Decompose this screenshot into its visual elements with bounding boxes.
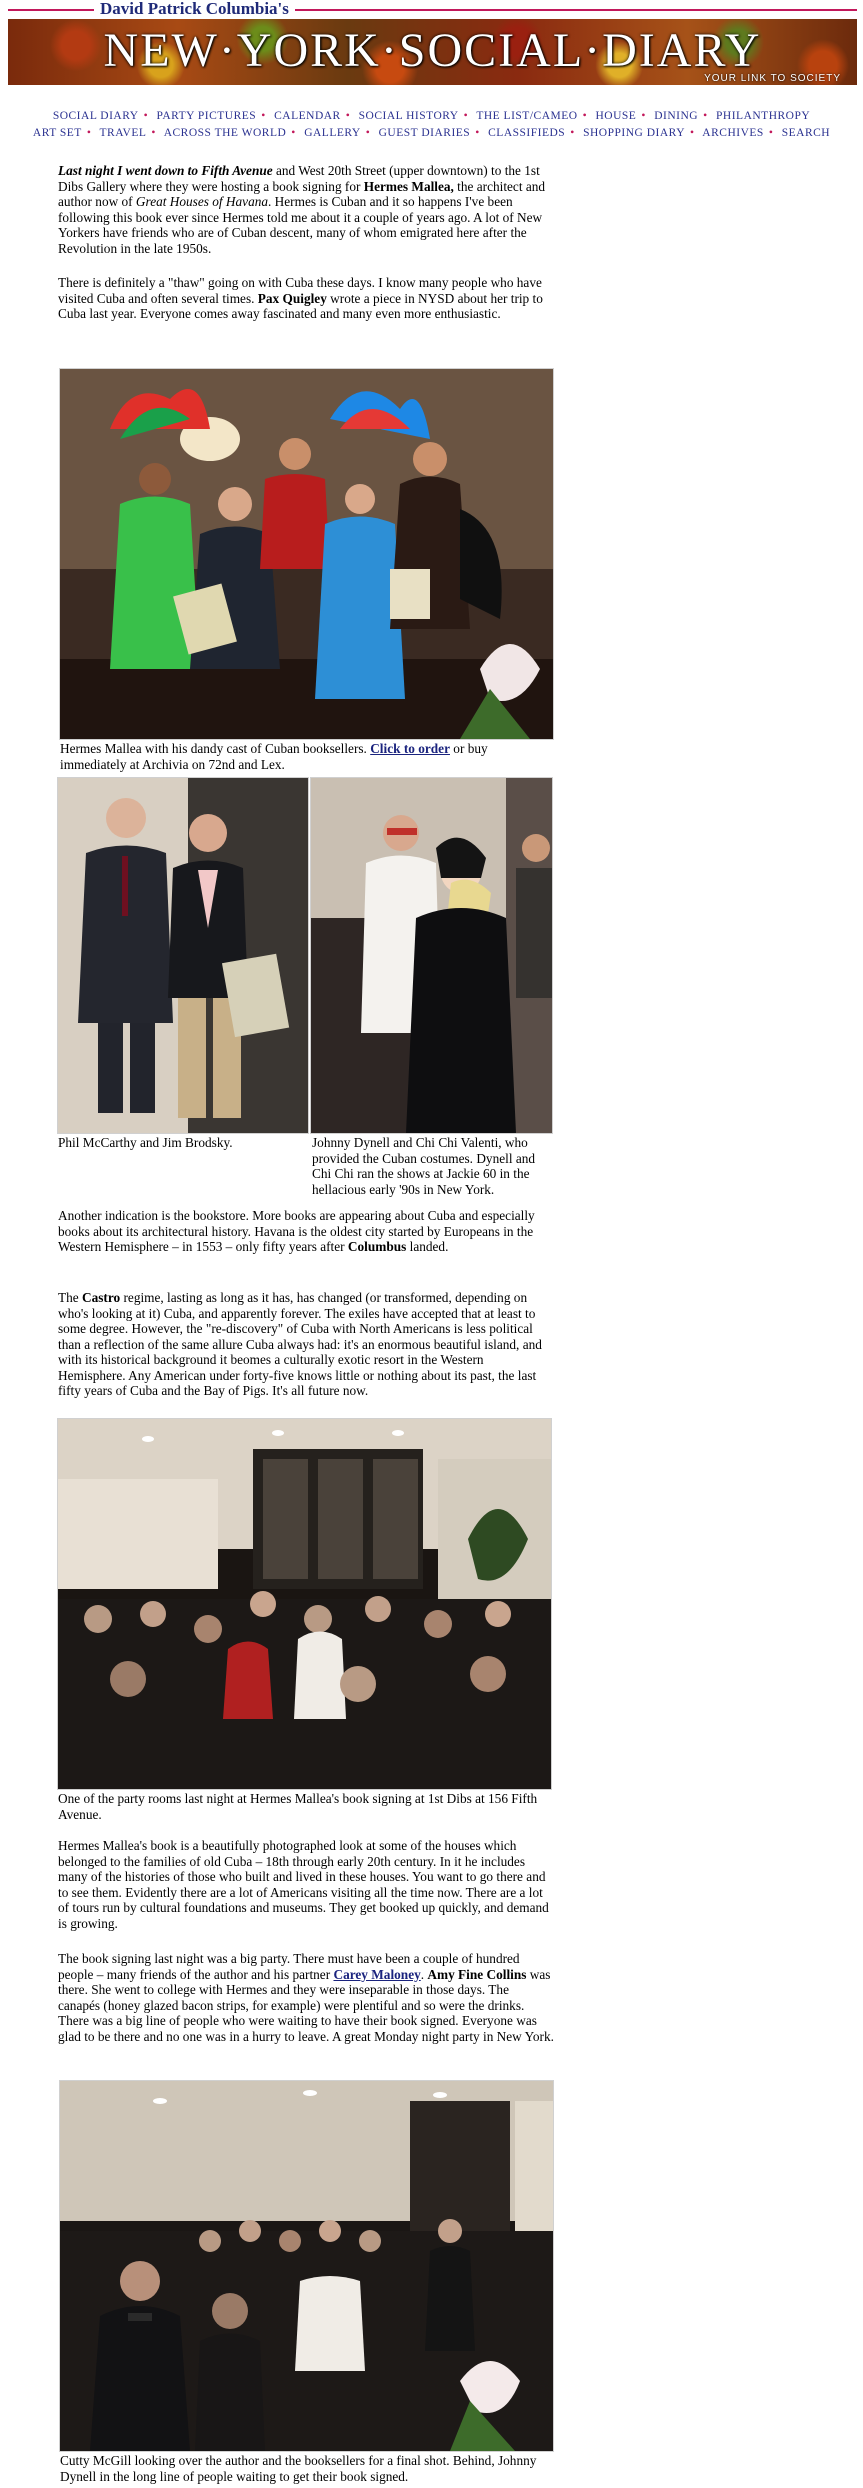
nav-dining[interactable]: DINING [654,110,699,122]
nav-separator: • [463,110,469,122]
caption-booksellers: Hermes Mallea with his dandy cast of Cuban booksellers. Click to order or buy immediately at Archivia on 72nd and Lex. [60,741,488,772]
nav-separator: • [690,127,695,139]
site-tagline: YOUR LINK TO SOCIETY [704,73,841,84]
nav-separator: • [703,110,708,122]
nav-across-the-world[interactable]: ACROSS THE WORLD [163,127,287,139]
article-paragraph-6: The book signing last night was a big party. There must have been a couple of hundred people – many friends of the author and his partner Carey Maloney. Amy Fine Collins was there. She went to college with Hermes and they were inseparable in those days. The canapés (honey glazed bacon strips, for example) were plentiful and so were the drinks. There was a big line of people who were waiting to have their book signed. Everyone was glad to be there and no one was in a hurry to leave. A great Monday night party in New York. [58,1951,554,2044]
article-paragraph-4: The Castro regime, lasting as long as it has, has changed (or transformed, depending on who's looking at it) Cuba, and apparently forever. The exiles have accepted that at least to some degree. However, the "re-discovery" of Cuba with North Americans is less political than a reflection of the same allure Cuba always had: it's an enormous beautiful island, and with its historical background it beomes a culturally exotic resort in the Western Hemisphere. Any American under forty-five knows little or nothing about its past, the last fifty years of Cuba and the Bay of Pigs. It's all future now. [58,1290,542,1398]
masthead-banner[interactable] [8,19,857,85]
nav-separator: • [86,127,92,139]
article-paragraph-2: There is definitely a "thaw" going on with Cuba these days. I know many people who have visited Cuba and often several times. Pax Quigley wrote a piece in NYSD about her trip to Cuba last year. Everyone comes away fascinated and many even more enthusiastic. [58,275,543,321]
caption-mccarthy-brodsky: Phil McCarthy and Jim Brodsky. [58,1135,233,1150]
nav-social-diary[interactable]: SOCIAL DIARY [52,110,139,122]
nav-the-list[interactable]: THE LIST/CAMEO [476,110,578,122]
person-name: Pax Quigley [257,290,327,306]
order-book-link[interactable]: Click to order [370,741,450,756]
caption-dynell-valenti: Johnny Dynell and Chi Chi Valenti, who provided the Cuban costumes. Dynell and Chi Chi ran the shows at Jackie 60 in the hellacious early '90s in New York. [312,1135,536,1197]
nav-separator: • [475,127,480,139]
article-paragraph-5: Hermes Mallea's book is a beautifully photographed look at some of the houses which belonged to the families of old Cuba – 18th through early 20th century. In it he includes many of the histories of those who built and lived in these houses. You want to go there and to see them. Evidently there are a lot of Americans visiting all the time now. There are a lot of tours run by cultural foundations and museums. They get booked up quickly, and demand is growing. [58,1838,549,1931]
book-title: Great Houses of Havana [135,194,269,209]
nav-separator: • [582,110,588,122]
nav-house[interactable]: HOUSE [595,110,637,122]
masthead-byline: David Patrick Columbia's [94,0,295,19]
lead-phrase: Last night I went down to Fifth Avenue [58,163,273,178]
nav-separator: • [345,110,351,122]
site-title: NEW·YORK·SOCIAL·DIARY [103,24,762,77]
nav-separator: • [768,127,774,139]
nav-party-pictures[interactable]: PARTY PICTURES [156,110,257,122]
article-paragraph-1: Last night I went down to Fifth Avenue and West 20th Street (upper downtown) to the 1st Dibs Gallery where they were hosting a book signing for Hermes Mallea, the architect and author now of Great Houses of Havana. Hermes is Cuban and it so happens I've been following this book ever since Hermes told me about it a couple of years ago. A lot of New Yorkers have friends who are of Cuban descent, many of whom emigrated here after the Revolution in the late 1950s. [58,163,546,256]
nav-separator: • [570,127,575,139]
nav-shopping-diary[interactable]: SHOPPING DIARY [583,127,686,139]
nav-art-set[interactable]: ART SET [32,127,82,139]
photo-mccarthy-brodsky[interactable] [57,777,309,1134]
carey-maloney-link[interactable]: Carey Maloney [333,1966,421,1982]
nav-separator: • [143,110,149,122]
nav-gallery[interactable]: GALLERY [304,127,361,139]
photo-cutty-mcgill[interactable] [59,2080,554,2452]
person-name: Hermes Mallea, [363,178,454,194]
nav-archives[interactable]: ARCHIVES [702,127,764,139]
nav-philanthropy[interactable]: PHILANTHROPY [716,110,811,122]
nav-separator: • [151,127,156,139]
person-name: Castro [82,1290,121,1305]
nav-search[interactable]: SEARCH [781,127,831,139]
photo-booksellers[interactable] [59,368,554,740]
person-name: Columbus [347,1239,407,1254]
nav-separator: • [291,127,296,139]
nav-separator: • [261,110,266,122]
caption-cutty-mcgill: Cutty McGill looking over the author and the booksellers for a final shot. Behind, Johnny Dynell in the long line of people waiting to get their book signed. [60,2453,537,2484]
nav-separator: • [641,110,646,122]
nav-row-1 [0,110,863,122]
article-paragraph-3: Another indication is the bookstore. More books are appearing about Cuba and especially books about its architectural history. Havana is the oldest city started by Europeans in the Western Hemisphere – in 1553 – only fifty years after Columbus landed. [58,1208,535,1254]
nav-separator: • [365,127,371,139]
person-name: Amy Fine Collins [427,1966,527,1982]
nav-classifieds[interactable]: CLASSIFIEDS [488,127,566,139]
nav-social-history[interactable]: SOCIAL HISTORY [358,110,459,122]
caption-party-room: One of the party rooms last night at Hermes Mallea's book signing at 1st Dibs at 156 Fifth Avenue. [58,1791,538,1822]
nav-row-2 [0,127,863,139]
nav-travel[interactable]: TRAVEL [99,127,147,139]
photo-party-room[interactable] [57,1418,552,1790]
nav-calendar[interactable]: CALENDAR [274,110,341,122]
photo-dynell-valenti[interactable] [310,777,553,1134]
nav-guest-diaries[interactable]: GUEST DIARIES [378,127,471,139]
